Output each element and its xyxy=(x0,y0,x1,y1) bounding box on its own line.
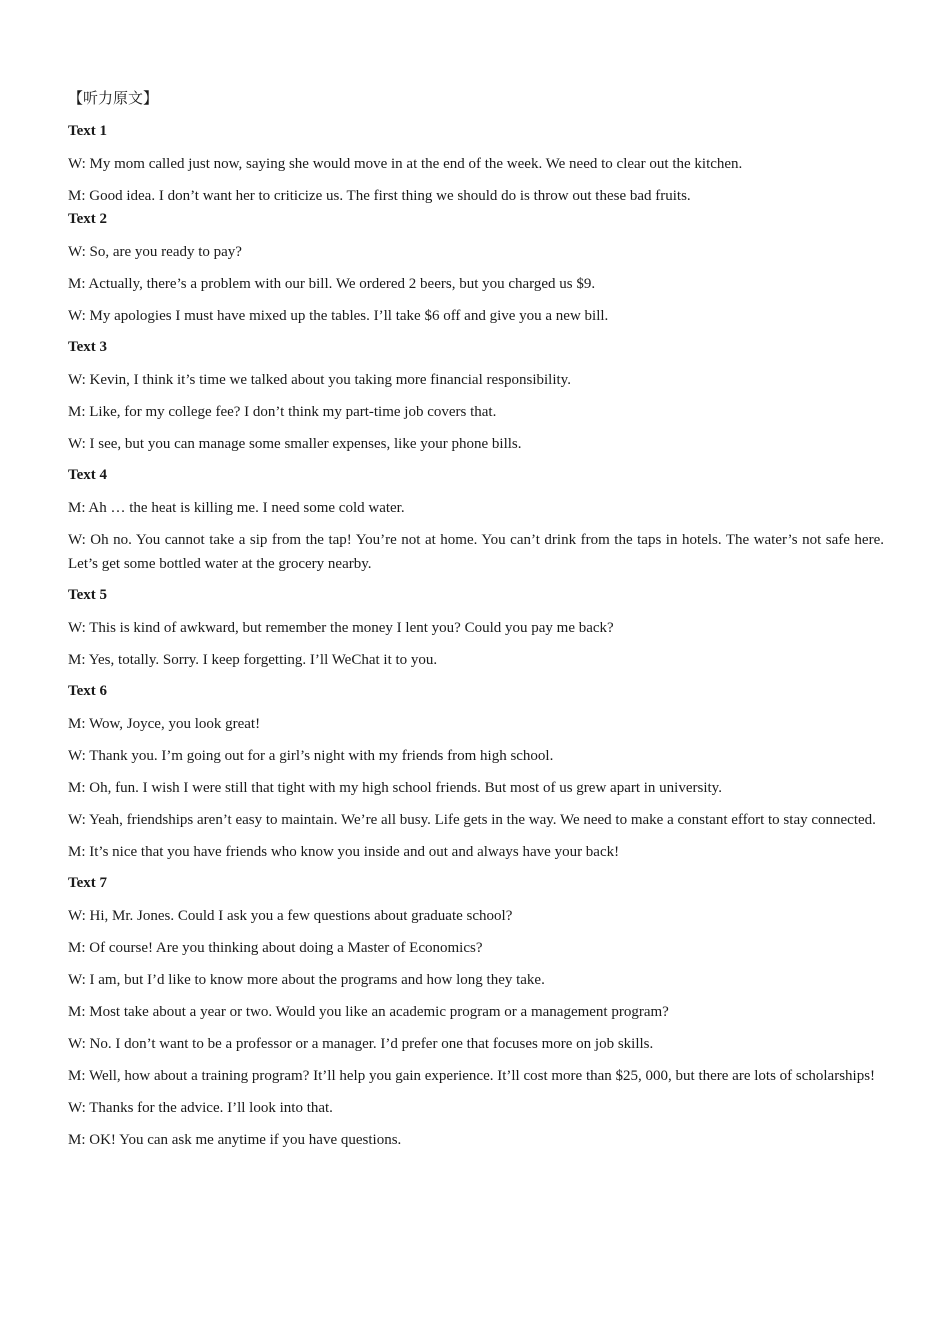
dialogue-line: W: My apologies I must have mixed up the tables. I’ll take $6 off and give you a new bill. xyxy=(68,308,609,324)
dialogue-line: W: No. I don’t want to be a professor or a manager. I’d prefer one that focuses more on job skills. xyxy=(68,1036,654,1052)
text-section xyxy=(68,208,884,328)
dialogue-line: M: Wow, Joyce, you look great! xyxy=(68,716,261,732)
dialogue-line: M: Like, for my college fee? I don’t think my part-time job covers that. xyxy=(68,404,497,420)
dialogue-line: M: Most take about a year or two. Would you like an academic program or a management program? xyxy=(68,1004,669,1020)
text-section xyxy=(68,584,884,672)
dialogue-line: M: Ah … the heat is killing me. I need some cold water. xyxy=(68,500,405,516)
section-title: Text 2 xyxy=(68,211,108,227)
dialogue-line: M: Well, how about a training program? It’ll help you gain experience. It’ll cost more than $25, 000, but there are lots of scholarships! xyxy=(68,1068,876,1084)
text-section xyxy=(68,680,884,864)
section-title: Text 1 xyxy=(68,123,108,139)
dialogue-line: M: Yes, totally. Sorry. I keep forgetting. I’ll WeChat it to you. xyxy=(68,652,438,668)
dialogue-line: W: My mom called just now, saying she would move in at the end of the week. We need to clear out the kitchen. xyxy=(68,156,743,172)
section-title: Text 5 xyxy=(68,587,108,603)
dialogue-line: M: Actually, there’s a problem with our bill. We ordered 2 beers, but you charged us $9. xyxy=(68,276,596,292)
dialogue-line: W: Hi, Mr. Jones. Could I ask you a few questions about graduate school? xyxy=(68,908,513,924)
sections-container xyxy=(68,120,884,1152)
dialogue-line: W: Kevin, I think it’s time we talked about you taking more financial responsibility. xyxy=(68,372,571,388)
dialogue-line: W: This is kind of awkward, but remember the money I lent you? Could you pay me back? xyxy=(68,620,614,636)
section-title: Text 6 xyxy=(68,683,108,699)
dialogue-line: W: Yeah, friendships aren’t easy to maintain. We’re all busy. Life gets in the way. We need to make a constant effort to stay connected. xyxy=(68,812,876,828)
section-title: Text 7 xyxy=(68,875,108,891)
section-title: Text 4 xyxy=(68,467,108,483)
dialogue-line: W: Thanks for the advice. I’ll look into that. xyxy=(68,1100,333,1116)
dialogue-line: M: Oh, fun. I wish I were still that tight with my high school friends. But most of us grew apart in university. xyxy=(68,780,722,796)
text-section xyxy=(68,872,884,1152)
dialogue-line: W: Oh no. You cannot take a sip from the tap! You’re not at home. You can’t drink from the taps in hotels. The water’s not safe here. Let’s get some bottled water at the grocery nearby. xyxy=(68,532,884,572)
dialogue-line: W: I see, but you can manage some smaller expenses, like your phone bills. xyxy=(68,436,522,452)
section-title: Text 3 xyxy=(68,339,108,355)
dialogue-line: W: Thank you. I’m going out for a girl’s night with my friends from high school. xyxy=(68,748,554,764)
dialogue-line: M: It’s nice that you have friends who know you inside and out and always have your back! xyxy=(68,844,620,860)
dialogue-line: W: So, are you ready to pay? xyxy=(68,244,242,260)
dialogue-line: M: OK! You can ask me anytime if you have questions. xyxy=(68,1132,402,1148)
dialogue-line: W: I am, but I’d like to know more about the programs and how long they take. xyxy=(68,972,545,988)
text-section xyxy=(68,464,884,576)
dialogue-line: M: Of course! Are you thinking about doing a Master of Economics? xyxy=(68,940,483,956)
dialogue-line: M: Good idea. I don’t want her to criticize us. The first thing we should do is throw out these bad fruits. xyxy=(68,188,691,204)
text-section xyxy=(68,120,884,208)
document-page xyxy=(68,88,884,1160)
document-header: 【听力原文】 xyxy=(68,91,159,107)
text-section xyxy=(68,336,884,456)
